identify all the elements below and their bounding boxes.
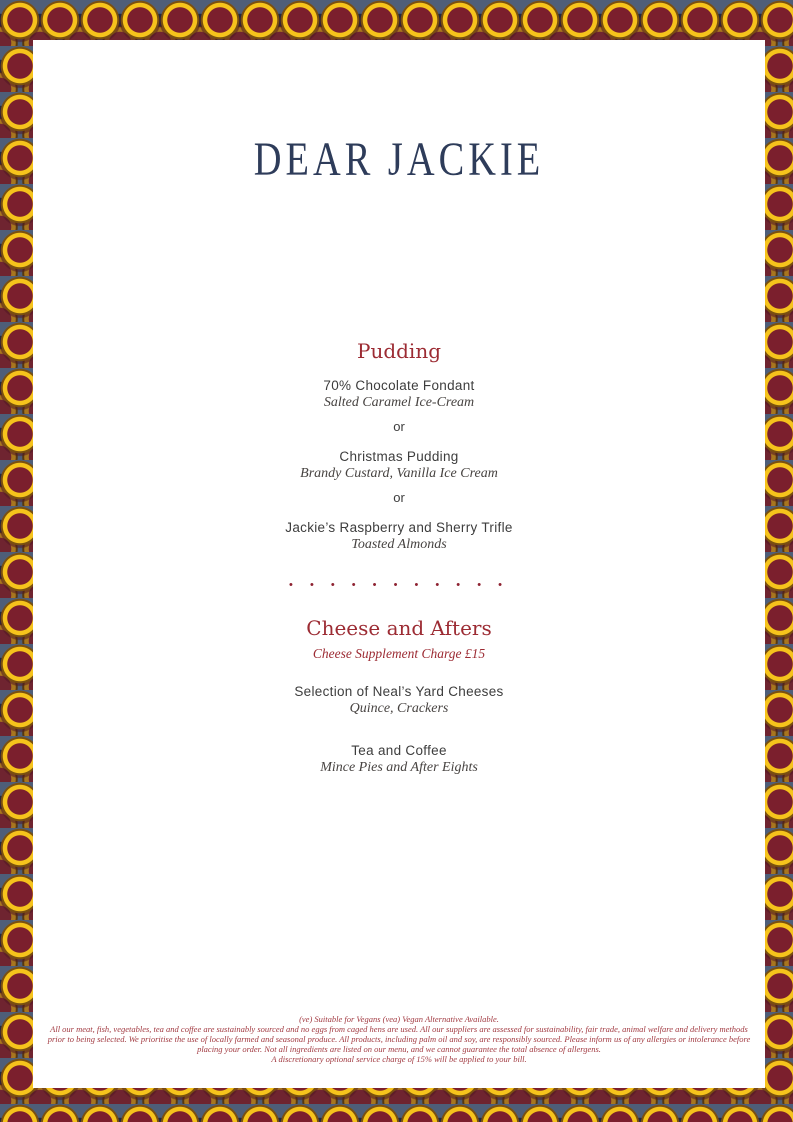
- item-description: Toasted Almonds: [351, 537, 447, 552]
- section-heading-pudding: Pudding: [356, 339, 442, 363]
- sourcing-note: All our meat, fish, vegetables, tea and coffee are sustainably sourced and no eggs from caged hens are used. All our suppliers are assessed for sustainability, fair trade, animal welfare and delivery methods prior to being selected. We prioritise the use of locally farmed and seasonal produce. All products, including palm oil and soy, are responsibly sourced. Please inform us of any allergies or intolerance before placing your order. Not all ingredients are listed on our menu, and we cannot guarantee the total absence of allergens.: [47, 1024, 751, 1054]
- item-name: Tea and Coffee: [351, 743, 447, 758]
- menu-item: [33, 742, 765, 776]
- dotted-divider: • • • • • • • • • • •: [289, 579, 509, 591]
- menu-section-pudding: [33, 340, 765, 553]
- or-separator: or: [393, 490, 405, 505]
- restaurant-title: DEAR JACKIE: [253, 133, 545, 186]
- menu-page: [33, 40, 765, 1088]
- menu-item: [33, 448, 765, 482]
- menu-item: [33, 519, 765, 553]
- item-name: Selection of Neal’s Yard Cheeses: [294, 684, 504, 699]
- section-heading-cheese-and-afters: Cheese and Afters: [306, 616, 492, 640]
- menu-section-cheese-and-afters: [33, 617, 765, 776]
- menu-item: [33, 683, 765, 717]
- item-name: Christmas Pudding: [339, 449, 459, 464]
- menu-item: [33, 377, 765, 411]
- item-description: Brandy Custard, Vanilla Ice Cream: [300, 466, 498, 481]
- vegan-note: (ve) Suitable for Vegans (vea) Vegan Alternative Available.: [299, 1014, 499, 1024]
- item-description: Mince Pies and After Eights: [320, 760, 478, 775]
- item-name: Jackie’s Raspberry and Sherry Trifle: [285, 520, 513, 535]
- menu-footer: [33, 1014, 765, 1064]
- item-description: Salted Caramel Ice-Cream: [323, 395, 475, 410]
- or-separator: or: [393, 419, 405, 434]
- supplement-note: Cheese Supplement Charge £15: [312, 646, 486, 661]
- item-description: Quince, Crackers: [349, 701, 449, 716]
- service-charge-note: A discretionary optional service charge of 15% will be applied to your bill.: [271, 1054, 527, 1064]
- item-name: 70% Chocolate Fondant: [323, 378, 475, 393]
